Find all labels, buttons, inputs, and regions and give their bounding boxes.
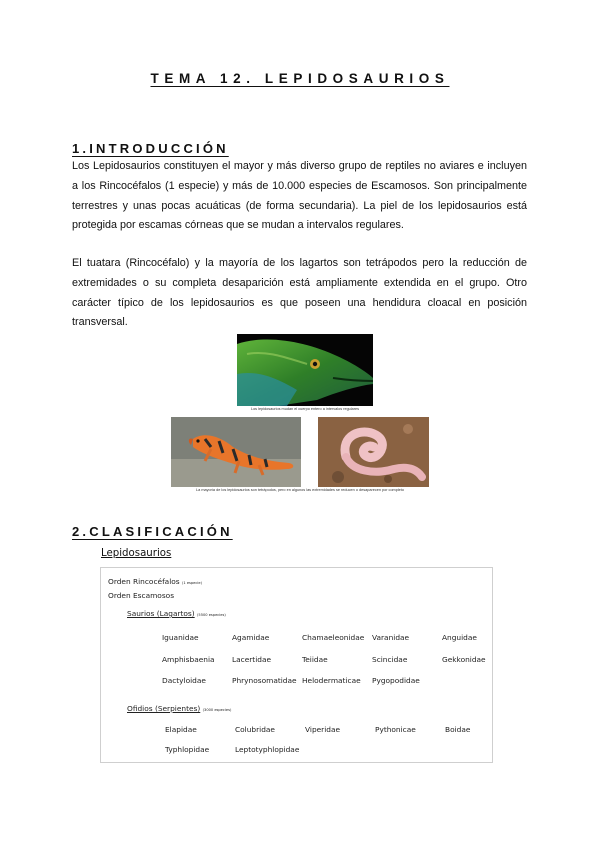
family-item: Dactyloidae [162,676,206,685]
group-ofidios: Ofidios (Serpientes) (3000 especies) [127,704,232,713]
family-item: Elapidae [165,725,197,734]
family-item: Typhlopidae [165,745,210,754]
section-heading-introduccion: 1.INTRODUCCIÓN [72,141,229,156]
family-item: Chamaeleonidae [302,633,365,642]
family-item: Leptotyphlopidae [235,745,300,754]
family-item: Pygopodidae [372,676,420,685]
family-item: Gekkonidae [442,655,486,664]
family-item: Agamidae [232,633,270,642]
family-item: Anguidae [442,633,477,642]
page-title: TEMA 12. LEPIDOSAURIOS [150,71,450,86]
caption-top: Los lepidosaurios mudan el cuerpo entero a intervalos regulares [250,407,360,411]
order-rincocefalos: Orden Rincocéfalos (1 especie) [108,577,202,586]
intro-paragraph-2: El tuatara (Rincocéfalo) y la mayoría de los lagartos son tetrápodos pero la reducción de extremidades o su completa desaparición está ampliamente extendida en el grupo. Otro carácter típico de los lepidosaurios es que poseen una hendidura cloacal en posición transversal. [72,257,527,329]
caption-bottom: La mayoría de los lepidosaurios son tetrápodos, pero en algunos las extremidades se reducen o desaparecen por completo [196,488,404,492]
order-rincocefalos-note: (1 especie) [181,581,202,585]
family-item: Helodermaticae [302,676,361,685]
group-ofidios-note: (3000 especies) [202,708,232,712]
photo-snake [318,417,429,487]
classification-box [100,567,493,763]
family-item: Colubridae [235,725,275,734]
group-saurios: Saurios (Lagartos) (5500 especies) [127,609,226,618]
family-item: Viperidae [305,725,341,734]
intro-paragraph-1: Los Lepidosaurios constituyen el mayor y más diverso grupo de reptiles no aviares e incluyen a los Rincocéfalos (1 especie) y más de 10.000 especies de Escamosos. Son principalmente terrestres y unas pocas acuáticas (de forma secundaria). La piel de los lepidosaurios está protegida por escamas córneas que se mudan a intervalos regulares. [72,160,527,232]
family-item: Iguanidae [162,633,199,642]
family-item: Amphisbaenia [162,655,215,664]
photo-green-lizard [237,334,373,406]
order-escamosos: Orden Escamosos [108,591,175,600]
tree-title: Lepidosaurios [101,548,172,559]
group-saurios-note: (5500 especies) [197,613,226,617]
family-item: Boidae [445,725,471,734]
section-heading-clasificacion: 2.CLASIFICACIÓN [72,524,233,539]
family-item: Lacertidae [232,655,272,664]
family-item: Varanidae [372,633,410,642]
family-item: Teiidae [302,655,328,664]
family-item: Phrynosomatidae [232,676,297,685]
family-item: Pythonicae [375,725,416,734]
photo-gecko [171,417,301,487]
family-item: Scincidae [372,655,408,664]
